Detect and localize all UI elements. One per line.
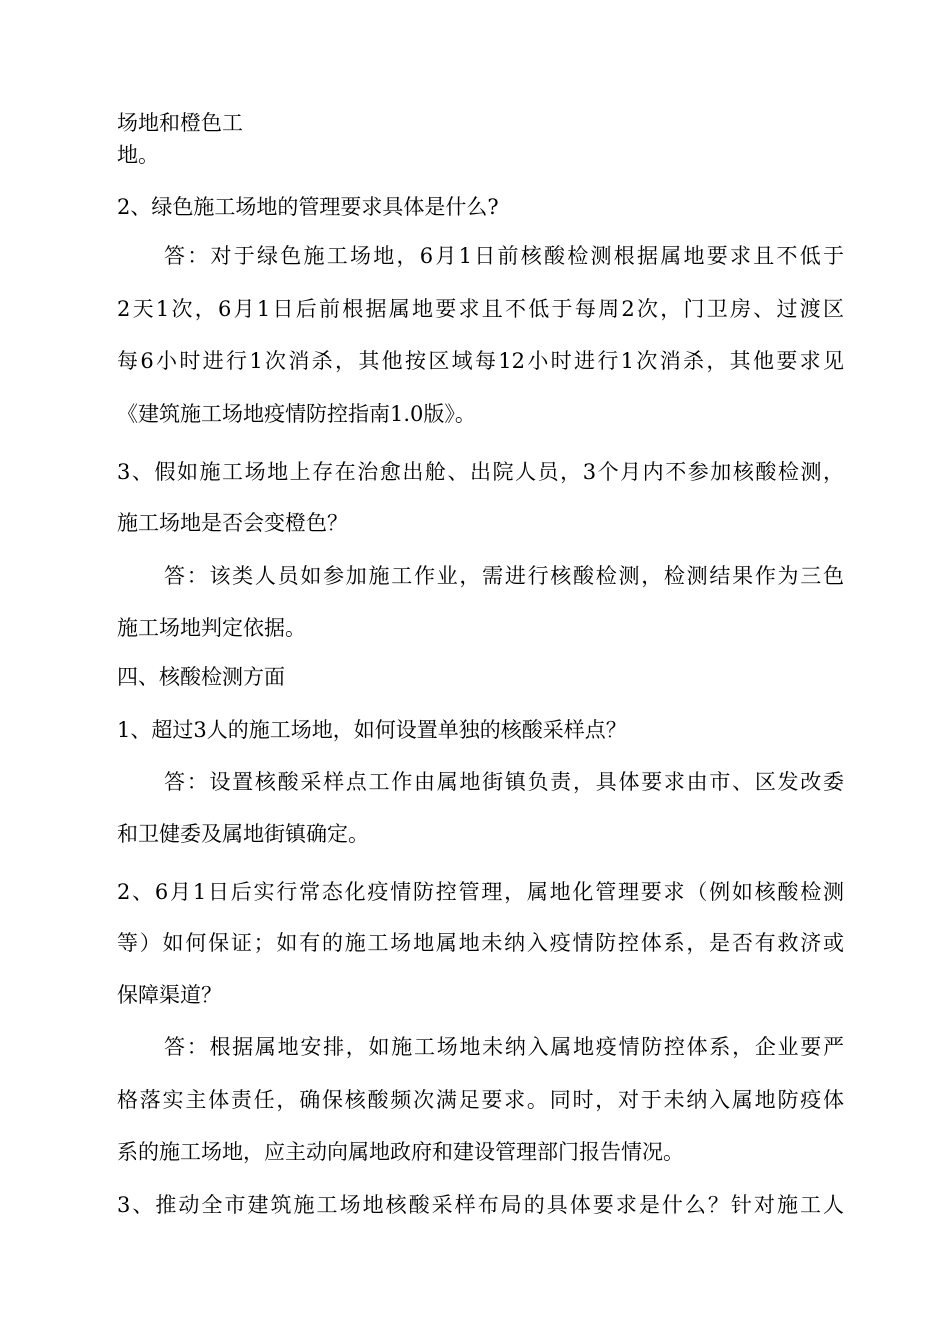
text-line: 地。 (117, 143, 159, 167)
text-line: 每6小时进行1次消杀，其他按区域每12小时进行1次消杀，其他要求见 (117, 349, 844, 373)
answer-line: 答：设置核酸采样点工作由属地街镇负责，具体要求由市、区发改委 (164, 770, 844, 794)
section-heading: 四、核酸检测方面 (117, 665, 285, 689)
question-heading: 2、6月1日后实行常态化疫情防控管理，属地化管理要求（例如核酸检测 (117, 880, 844, 904)
text-line: 和卫健委及属地街镇确定。 (117, 822, 369, 846)
question-heading: 施工场地是否会变橙色？ (117, 511, 348, 535)
question-heading: 保障渠道？ (117, 983, 222, 1007)
text-line: 《建筑施工场地疫情防控指南1.0版》。 (117, 402, 476, 426)
question-heading: 1、超过3人的施工场地，如何设置单独的核酸采样点？ (117, 718, 627, 742)
text-line: 2天1次，6月1日后前根据属地要求且不低于每周2次，门卫房、过渡区 (117, 297, 844, 321)
question-heading: 等）如何保证；如有的施工场地属地未纳入疫情防控体系，是否有救济或 (117, 931, 844, 955)
answer-line: 答：对于绿色施工场地，6月1日前核酸检测根据属地要求且不低于 (164, 244, 844, 268)
answer-line: 答：根据属地安排，如施工场地未纳入属地疫情防控体系，企业要严 (164, 1035, 844, 1059)
text-line: 系的施工场地，应主动向属地政府和建设管理部门报告情况。 (117, 1140, 684, 1164)
question-heading: 3、假如施工场地上存在治愈出舱、出院人员，3个月内不参加核酸检测， (117, 460, 844, 484)
question-heading: 2、绿色施工场地的管理要求具体是什么? (117, 195, 499, 219)
answer-line: 答：该类人员如参加施工作业，需进行核酸检测，检测结果作为三色 (164, 564, 844, 588)
text-line: 施工场地判定依据。 (117, 616, 306, 640)
question-heading: 3、推动全市建筑施工场地核酸采样布局的具体要求是什么？针对施工人 (117, 1193, 844, 1217)
text-line: 格落实主体责任，确保核酸频次满足要求。同时，对于未纳入属地防疫体 (117, 1088, 844, 1112)
text-line: 场地和橙色工 (117, 111, 243, 135)
